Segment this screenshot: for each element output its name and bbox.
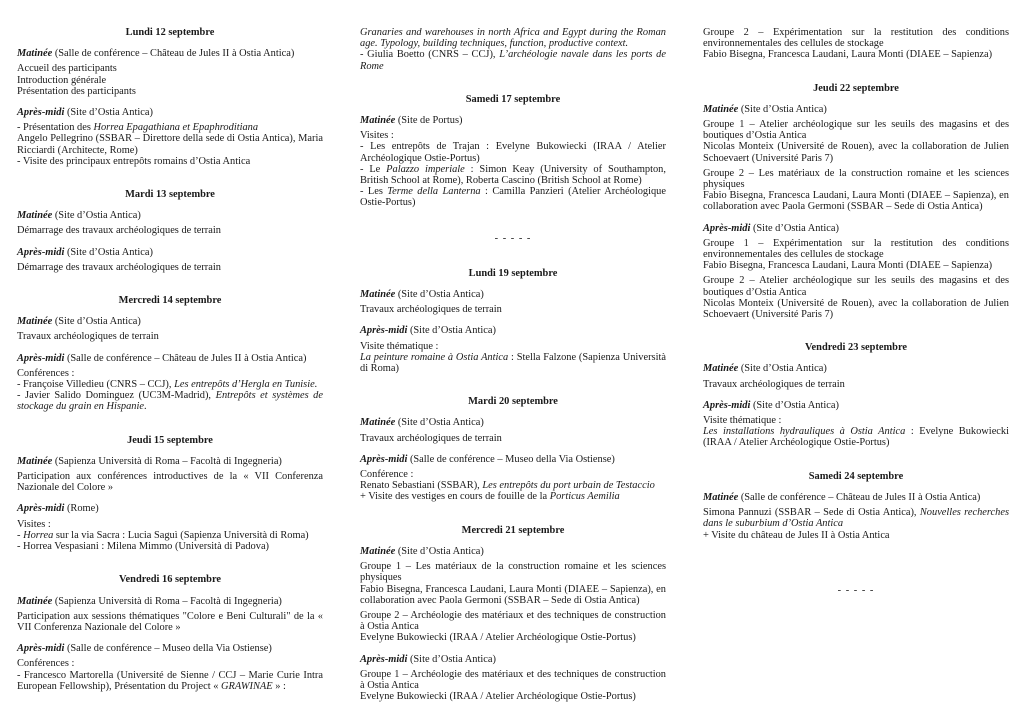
column-1	[17, 0, 323, 692]
session-place: (Site d’Ostia Antica)	[750, 399, 839, 411]
session-label: Après-midi	[17, 107, 65, 119]
session-header	[360, 454, 666, 465]
text-segment: - Françoise Villedieu (CNRS – CCJ),	[17, 379, 175, 391]
session-label: Matinée	[17, 595, 53, 607]
day-heading: Mardi 13 septembre	[125, 189, 215, 201]
program-line: Conférence :	[360, 469, 414, 481]
text-segment: + Visite des vestiges en cours de fouille de la	[360, 491, 550, 503]
day-heading: Samedi 24 septembre	[808, 470, 904, 482]
session-place: (Site d’Ostia Antica)	[64, 246, 153, 258]
program-line: Participation aux sessions thématiques "Colore e Beni Culturali" de la « VII Conferenza Nazionale del Colore »	[17, 610, 323, 633]
text-segment: sur la via Sacra : Lucia Saguì (Sapienza Università di Roma)	[53, 529, 309, 541]
session-place: (Salle de conférence – Museo della Via Ostiense)	[407, 453, 615, 465]
session-place: (Site d’Ostia Antica)	[738, 103, 827, 115]
program-line: Démarrage des travaux archéologiques de terrain	[17, 225, 221, 237]
program-line	[17, 390, 323, 412]
session-place: (Rome)	[64, 503, 99, 515]
program-line	[360, 352, 666, 374]
session-header	[703, 223, 1009, 234]
program-line: Conférences :	[17, 658, 75, 670]
session-place: (Site d’Ostia Antica)	[395, 545, 484, 557]
program-line: Groupe 2 – Les matériaux de la construction romaine et les sciences physiques	[703, 167, 1009, 191]
program-line	[360, 27, 666, 49]
session-label: Matinée	[703, 363, 739, 375]
program-line: Groupe 1 – Archéologie des matériaux et des techniques de construction à Ostia Antica	[360, 668, 666, 691]
text-segment: .	[143, 401, 147, 413]
program-line: Visite thématique :	[360, 340, 439, 352]
program-line: Groupe 1 – Expérimentation sur la restitution des conditions environnementales des cellules de stockage	[703, 237, 1009, 261]
session-place: (Site d’Ostia Antica)	[52, 210, 141, 222]
session-label: Après-midi	[17, 503, 65, 515]
session-label: Matinée	[17, 455, 53, 467]
italic-text: Nouvelles recherches dans le suburbium d’Ostia Antica	[703, 507, 1009, 530]
session-place: (Site d’Ostia Antica)	[52, 316, 141, 328]
italic-text: Entrepôts et systèmes de stockage du grain en Hispanie	[17, 390, 323, 413]
section-separator: - - - - -	[494, 232, 532, 244]
program-line: Fabio Bisegna, Francesca Laudani, Laura Monti (DIAEE – Sapienza), en collaboration avec Paola Germoni (SSBAR – Sede di Ostia Antica)	[703, 190, 1009, 213]
text-segment: : Simon Keay (University of Southampton, British School at Rome), Roberta Cascino (British School at Rome)	[360, 163, 666, 187]
session-place: (Site d’Ostia Antica)	[750, 222, 839, 234]
section-separator: - - - - -	[837, 584, 875, 596]
session-place: (Site d’Ostia Antica)	[395, 417, 484, 429]
program-line: Groupe 2 – Atelier archéologique sur les seuils des magasins et des boutiques d’Ostia Antica	[703, 275, 1009, 298]
session-label: Après-midi	[360, 453, 408, 465]
text-segment: » :	[272, 680, 286, 692]
day-heading: Jeudi 22 septembre	[813, 82, 899, 94]
program-line	[17, 379, 323, 390]
session-header	[703, 104, 1009, 115]
program-line: Conférences :	[17, 367, 75, 379]
program-line: + Visite du château de Jules II à Ostia Antica	[703, 529, 890, 541]
session-label: Après-midi	[360, 325, 408, 337]
session-header	[17, 596, 323, 607]
session-header	[360, 546, 666, 557]
session-place: (Site d’Ostia Antica)	[738, 363, 827, 375]
italic-text: Granaries and warehouses in north Africa and Egypt during the Roman age. Typology, building techniques, function, productive context.	[360, 27, 666, 50]
session-place: (Sapienza Università di Roma – Facoltà di Ingegneria)	[52, 595, 282, 607]
text-segment: - Les	[360, 186, 388, 198]
day-heading: Lundi 12 septembre	[125, 27, 215, 38]
program-line: - Visite des principaux entrepôts romains d’Ostia Antica	[17, 155, 251, 167]
session-place: (Site d’Ostia Antica)	[407, 653, 496, 665]
session-label: Après-midi	[17, 643, 65, 655]
session-header	[17, 210, 323, 221]
italic-text: Les installations hydrauliques à Ostia Antica	[703, 426, 906, 438]
session-label: Matinée	[17, 210, 53, 222]
day-heading: Mercredi 21 septembre	[461, 524, 565, 536]
session-header	[17, 643, 323, 654]
session-header	[703, 492, 1009, 503]
session-header	[17, 247, 323, 258]
session-label: Matinée	[360, 545, 396, 557]
program-line	[17, 530, 323, 541]
italic-text: Porticus Aemilia	[549, 491, 620, 503]
program-line: Travaux archéologiques de terrain	[360, 432, 502, 444]
program-line	[360, 49, 666, 71]
column-3	[703, 0, 1009, 596]
program-line: - Horrea Vespasiani : Milena Mimmo (Università di Padova)	[17, 541, 270, 553]
italic-text: La peinture romaine à Ostia Antica	[360, 351, 509, 363]
text-segment: -	[17, 529, 24, 541]
session-header	[360, 417, 666, 428]
program-line: Nicolas Monteix (Université de Rouen), avec la collaboration de Julien Schoevaert (Université Paris 7)	[703, 141, 1009, 164]
program-line: Visites :	[17, 518, 51, 530]
program-line: Démarrage des travaux archéologiques de terrain	[17, 261, 221, 273]
day-heading: Lundi 19 septembre	[468, 267, 558, 279]
session-label: Après-midi	[17, 352, 65, 364]
italic-text: Horrea Epagathiana et Epaphroditiana	[93, 122, 259, 134]
text-segment: - Javier Salido Dominguez (UC3M-Madrid),	[17, 390, 216, 402]
day-heading: Jeudi 15 septembre	[127, 434, 213, 446]
program-line: - Les entrepôts de Trajan : Evelyne Bukowiecki (IRAA / Atelier Archéologique Ostie-Portus)	[360, 141, 666, 164]
column-2	[360, 0, 666, 702]
program-line: Groupe 2 – Archéologie des matériaux et des techniques de construction à Ostia Antica	[360, 609, 666, 633]
program-line: Introduction générale	[17, 74, 107, 86]
day-heading: Vendredi 16 septembre	[119, 574, 221, 586]
session-header	[360, 115, 666, 126]
program-line: Groupe 1 – Les matériaux de la construction romaine et les sciences physiques	[360, 561, 666, 584]
program-line: Evelyne Bukowiecki (IRAA / Atelier Archéologique Ostie-Portus)	[360, 691, 636, 703]
program-line: Groupe 1 – Atelier archéologique sur les seuils des magasins et des boutiques d’Ostia Antica	[703, 119, 1009, 142]
program-line: Visites :	[360, 130, 394, 142]
program-line: Travaux archéologiques de terrain	[17, 331, 159, 343]
program-line	[17, 670, 323, 692]
text-segment: - Présentation des	[17, 122, 94, 134]
program-line: Visite thématique :	[703, 415, 782, 427]
italic-text: Les entrepôts du port urbain de Testaccio	[482, 480, 655, 492]
program-line: Fabio Bisegna, Francesca Laudani, Laura Monti (DIAEE – Sapienza), en collaboration avec Paola Germoni (SSBAR – Sede di Ostia Antica)	[360, 583, 666, 606]
text-segment: Simona Pannuzi (SSBAR – Sede di Ostia Antica),	[703, 507, 920, 519]
session-label: Matinée	[360, 115, 396, 127]
session-place: (Site de Portus)	[395, 115, 463, 127]
program-line	[703, 507, 1009, 529]
program-line: Accueil des participants	[17, 63, 117, 75]
session-place: (Site d’Ostia Antica)	[64, 107, 153, 119]
session-place: (Sapienza Università di Roma – Facoltà di Ingegneria)	[52, 455, 282, 467]
program-line: Fabio Bisegna, Francesca Laudani, Laura Monti (DIAEE – Sapienza)	[703, 260, 993, 272]
program-line	[360, 491, 666, 502]
program-line	[703, 426, 1009, 448]
text-segment: : Stella Falzone (Sapienza Università di Roma)	[360, 351, 666, 375]
session-header	[17, 456, 323, 467]
day-heading: Samedi 17 septembre	[465, 93, 561, 105]
session-label: Après-midi	[703, 222, 751, 234]
session-label: Matinée	[360, 417, 396, 429]
day-heading: Mardi 20 septembre	[468, 396, 558, 408]
text-segment: : Camilla Panzieri (Atelier Archéologique Ostie-Portus)	[360, 186, 666, 209]
text-segment: : Evelyne Bukowiecki (IRAA / Atelier Archéologique Ostie-Portus)	[703, 426, 1010, 449]
italic-text: Terme della Lanterna	[387, 186, 481, 198]
text-segment: - Francesco Martorella (Université de Sienne / CCJ – Marie Curie Intra European Fellowship), Présentation du Project «	[17, 669, 323, 692]
session-place: (Salle de conférence – Museo della Via Ostiense)	[64, 643, 272, 655]
program-line: Groupe 2 – Expérimentation sur la restitution des conditions environnementales des cellules de stockage	[703, 27, 1009, 50]
italic-text: Les entrepôts d’Hergla en Tunisie.	[174, 379, 318, 391]
program-line: Nicolas Monteix (Université de Rouen), avec la collaboration de Julien Schoevaert (Université Paris 7)	[703, 297, 1009, 321]
program-line	[360, 480, 666, 491]
session-header	[17, 107, 323, 118]
program-line	[360, 186, 666, 208]
day-heading: Vendredi 23 septembre	[805, 342, 907, 354]
session-label: Matinée	[17, 48, 53, 60]
text-segment: - Le	[360, 163, 387, 175]
session-label: Matinée	[17, 316, 53, 328]
program-line: Travaux archéologiques de terrain	[703, 378, 845, 390]
session-label: Après-midi	[17, 246, 65, 258]
session-place: (Salle de conférence – Château de Jules II à Ostia Antica)	[52, 48, 295, 60]
italic-text: Horrea	[23, 529, 54, 541]
session-place: (Salle de conférence – Château de Jules II à Ostia Antica)	[738, 491, 981, 503]
italic-text: L’archéologie navale dans les ports de Rome	[360, 49, 666, 72]
session-header	[17, 48, 323, 59]
program-line: Angelo Pellegrino (SSBAR – Direttore della sede di Ostia Antica), Maria Ricciardi (Architecte, Rome)	[17, 133, 323, 156]
session-place: (Salle de conférence – Château de Jules II à Ostia Antica)	[64, 352, 307, 364]
italic-text: GRAWINAE	[221, 680, 273, 692]
day-heading: Mercredi 14 septembre	[118, 295, 222, 307]
program-line: Fabio Bisegna, Francesca Laudani, Laura Monti (DIAEE – Sapienza)	[703, 49, 993, 61]
session-label: Matinée	[703, 103, 739, 115]
session-place: (Site d’Ostia Antica)	[407, 325, 496, 337]
session-header	[360, 289, 666, 300]
session-header	[17, 316, 323, 327]
italic-text: Palazzo imperiale	[386, 163, 465, 175]
session-header	[360, 325, 666, 336]
session-place: (Site d’Ostia Antica)	[395, 289, 484, 301]
session-header	[17, 503, 323, 514]
program-line: Travaux archéologiques de terrain	[360, 304, 502, 316]
session-label: Après-midi	[703, 399, 751, 411]
session-header	[703, 363, 1009, 374]
text-segment: Renato Sebastiani (SSBAR),	[360, 480, 483, 492]
program-line	[360, 164, 666, 186]
session-label: Après-midi	[360, 653, 408, 665]
text-segment: - Giulia Boetto (CNRS – CCJ),	[360, 49, 500, 61]
program-line: Participation aux conférences introductives de la « VII Conferenza Nazionale del Colore »	[17, 471, 323, 494]
program-line: Présentation des participants	[17, 85, 136, 97]
program-line: Evelyne Bukowiecki (IRAA / Atelier Archéologique Ostie-Portus)	[360, 632, 636, 644]
session-header	[703, 400, 1009, 411]
session-header	[17, 353, 323, 364]
session-label: Matinée	[360, 289, 396, 301]
session-label: Matinée	[703, 491, 739, 503]
session-header	[360, 654, 666, 665]
program-line	[17, 122, 323, 133]
